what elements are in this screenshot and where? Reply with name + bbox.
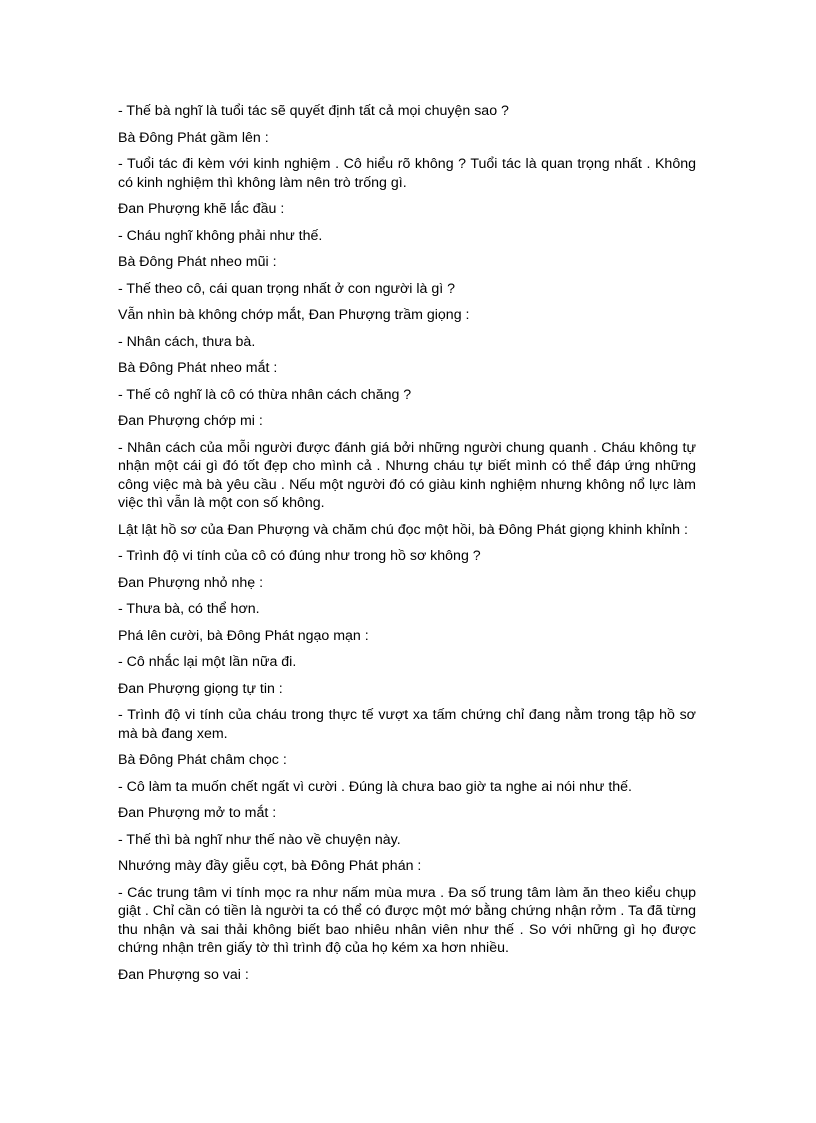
paragraph: Nhướng mày đầy giễu cợt, bà Đông Phát phán : (118, 858, 422, 874)
paragraph: - Thế theo cô, cái quan trọng nhất ở con người là gì ? (118, 280, 456, 297)
paragraph: - Thế cô nghĩ là cô có thừa nhân cách chăng ? (118, 386, 412, 403)
paragraph: - Trình độ vi tính của cháu trong thực tế vượt xa tấm chứng chỉ đang nằm trong tập hồ sơ mà bà đang xem. (118, 707, 696, 742)
paragraph: Bà Đông Phát châm chọc : (118, 752, 287, 768)
paragraph: - Cháu nghĩ không phải như thế. (118, 227, 323, 244)
paragraph: - Thế bà nghĩ là tuổi tác sẽ quyết định tất cả mọi chuyện sao ? (118, 103, 509, 119)
paragraph: Đan Phượng giọng tự tin : (118, 680, 283, 697)
paragraph: Đan Phượng mở to mắt : (118, 805, 277, 821)
paragraph: Bà Đông Phát nheo mắt : (118, 360, 278, 376)
paragraph: - Cô nhắc lại một lần nữa đi. (118, 654, 297, 670)
paragraph: - Nhân cách của mỗi người được đánh giá bởi những người chung quanh . Cháu không tự nhận một cái gì đó tốt đẹp cho mình cả . Nhưng cháu tự biết mình có thể đáp ứng những công việc mà bà yêu cầu . Nếu một người đó có giàu kinh nghiệm nhưng không nổ lực làm việc thì vẫn là một con số không. (118, 439, 696, 511)
paragraph: Lật lật hồ sơ của Đan Phượng và chăm chú đọc một hồi, bà Đông Phát giọng khinh khỉnh : (118, 521, 688, 538)
paragraph: - Cô làm ta muốn chết ngất vì cười . Đúng là chưa bao giờ ta nghe ai nói như thế. (118, 778, 632, 795)
paragraph: Bà Đông Phát gầm lên : (118, 129, 269, 146)
paragraph: - Thưa bà, có thể hơn. (118, 601, 260, 617)
paragraph: - Tuổi tác đi kèm với kinh nghiệm . Cô hiểu rõ không ? Tuổi tác là quan trọng nhất . Không có kinh nghiệm thì không làm nên trò trống gì. (118, 156, 696, 191)
document-page (118, 102, 696, 992)
paragraph: Phá lên cười, bà Đông Phát ngạo mạn : (118, 627, 369, 644)
paragraph: Bà Đông Phát nheo mũi : (118, 254, 277, 270)
paragraph: Vẫn nhìn bà không chớp mắt, Đan Phượng trầm giọng : (118, 307, 470, 323)
paragraph: - Các trung tâm vi tính mọc ra như nấm mùa mưa . Đa số trung tâm làm ăn theo kiểu chụp giật . Chỉ cần có tiền là người ta có thể có được một mớ bằng chứng nhận rởm . Ta đã từng thu nhận và sai thải không biết bao nhiêu nhân viên như thế . So với những gì họ được chứng nhận trên giấy tờ thì trình độ của họ kém xa hơn nhiều. (118, 884, 696, 956)
paragraph: - Nhân cách, thưa bà. (118, 333, 256, 350)
paragraph: Đan Phượng khẽ lắc đầu : (118, 201, 285, 217)
paragraph: Đan Phượng chớp mi : (118, 413, 263, 429)
paragraph: - Thế thì bà nghĩ như thế nào về chuyện này. (118, 831, 401, 848)
paragraph: Đan Phượng so vai : (118, 966, 249, 983)
paragraph: Đan Phượng nhỏ nhẹ : (118, 574, 264, 591)
paragraph: - Trình độ vi tính của cô có đúng như trong hồ sơ không ? (118, 548, 481, 564)
